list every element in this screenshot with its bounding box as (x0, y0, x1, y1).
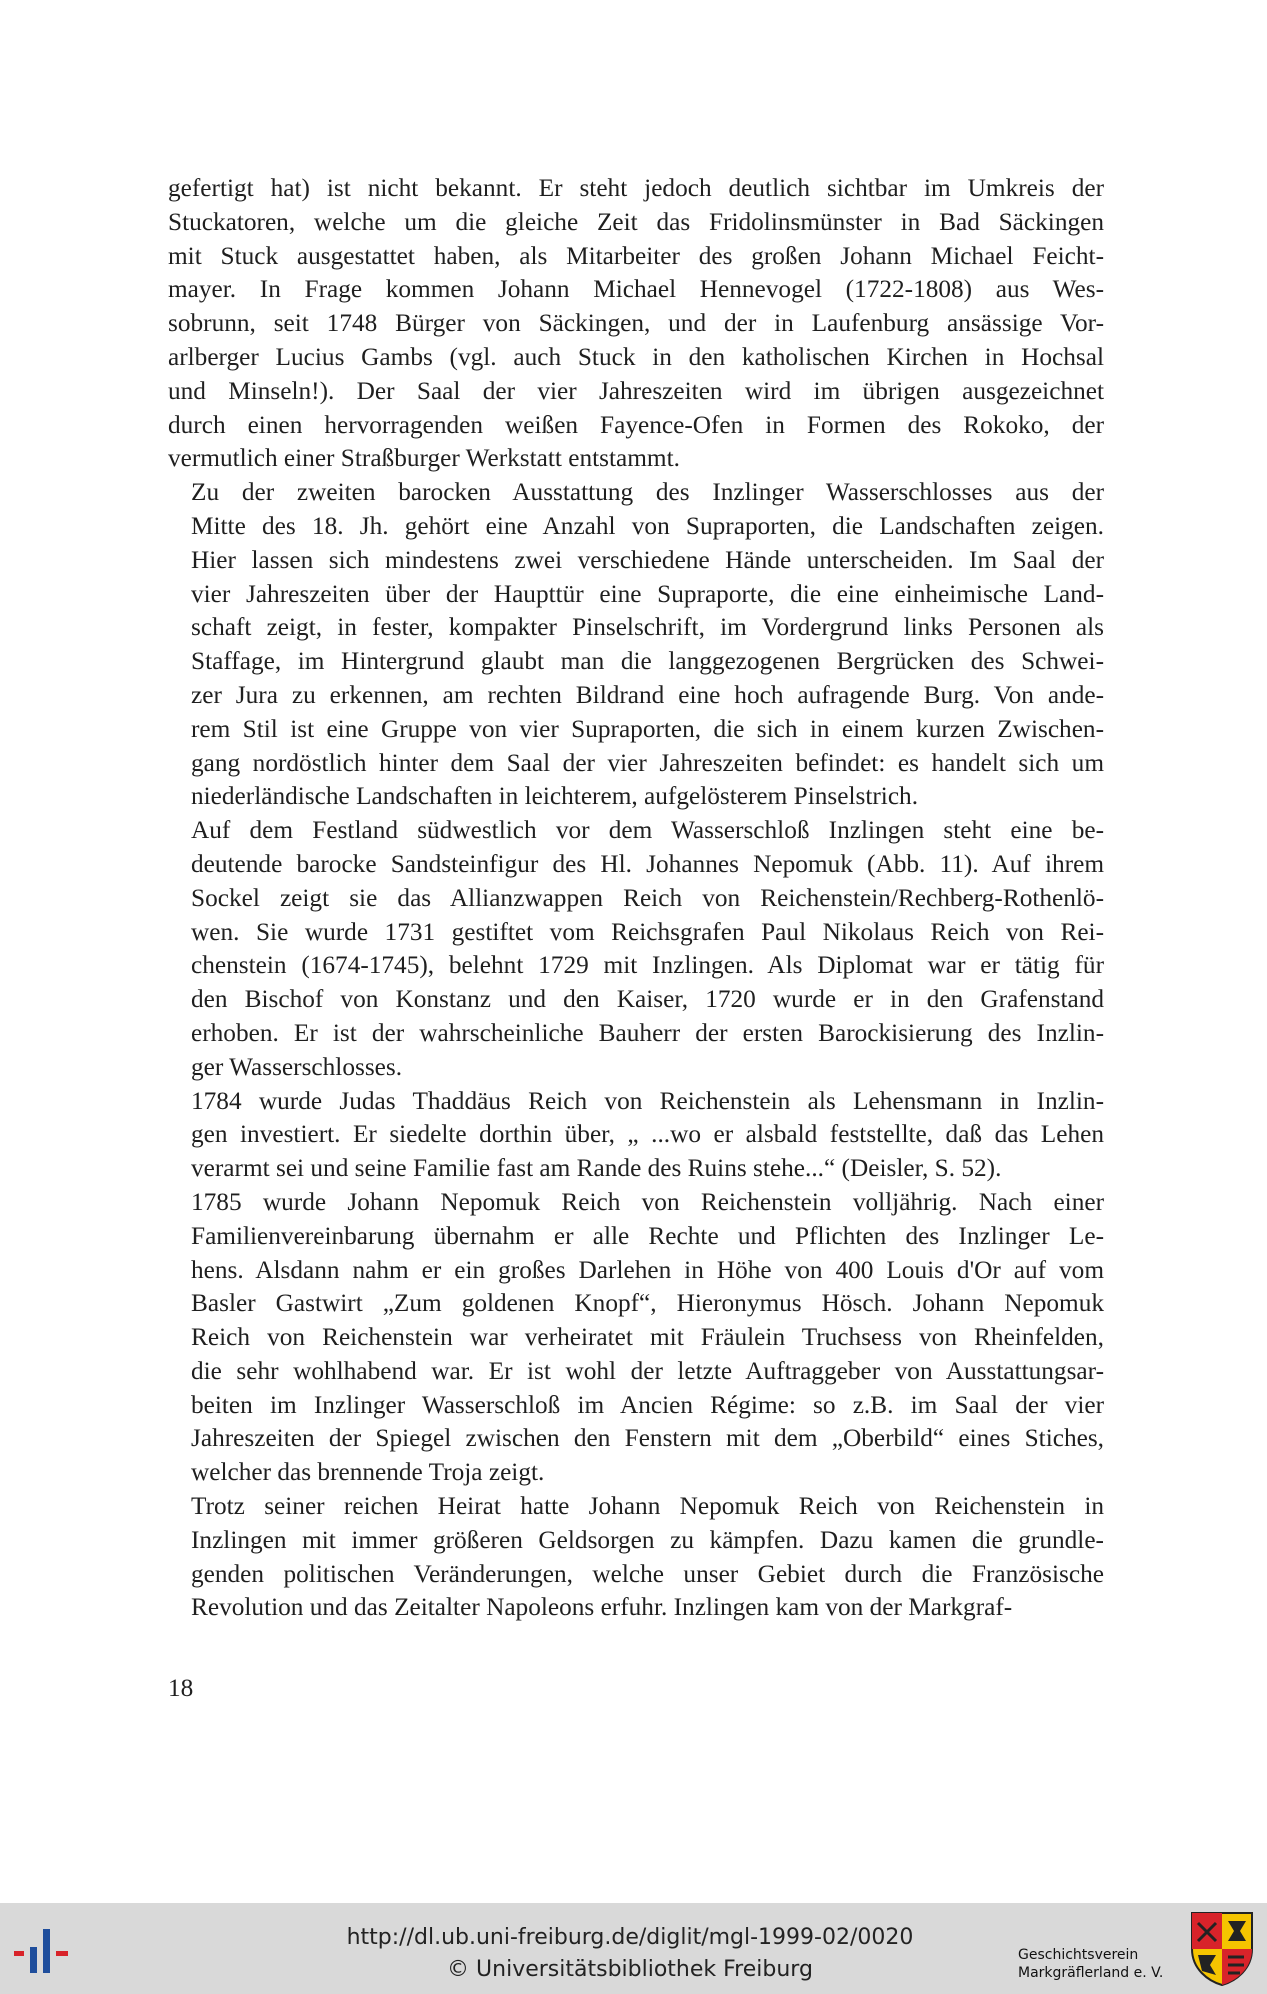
text-line: Basler Gastwirt „Zum goldenen Knopf“, Hieronymus Hösch. Johann Nepomuk (191, 1289, 1104, 1318)
text-line: 1785 wurde Johann Nepomuk Reich von Reichenstein volljährig. Nach einer (191, 1187, 1104, 1216)
text-line: Stuckatoren, welche um die gleiche Zeit das Fridolinsmünster in Bad Säckingen (168, 207, 1104, 236)
text-line: welcher das brennende Troja zeigt. (191, 1458, 545, 1487)
text-line: genden politischen Veränderungen, welche unser Gebiet durch die Französische (191, 1559, 1104, 1588)
text-line: Zu der zweiten barocken Ausstattung des Inzlinger Wasserschlosses aus der (191, 478, 1104, 507)
paragraph (168, 172, 1104, 476)
coat-of-arms-icon[interactable] (1190, 1911, 1254, 1987)
text-line: arlberger Lucius Gambs (vgl. auch Stuck in den katholischen Kirchen in Hochsal (168, 342, 1104, 371)
paragraph (168, 1085, 1104, 1186)
text-line: wen. Sie wurde 1731 gestiftet vom Reichsgrafen Paul Nikolaus Reich von Rei- (191, 917, 1104, 946)
text-line: Staffage, im Hintergrund glaubt man die langgezogenen Bergrücken des Schwei- (191, 647, 1104, 676)
text-line: gang nordöstlich hinter dem Saal der vier Jahreszeiten befindet: es handelt sich um (191, 748, 1104, 777)
body-text (168, 172, 1104, 1625)
text-line: sobrunn, seit 1748 Bürger von Säckingen, und der in Laufenburg ansässige Vor- (168, 309, 1104, 338)
text-line: Jahreszeiten der Spiegel zwischen den Fenstern mit dem „Oberbild“ eines Stiches, (191, 1424, 1104, 1453)
text-line: den Bischof von Konstanz und den Kaiser, 1720 wurde er in den Grafenstand (191, 985, 1104, 1014)
text-line: rem Stil ist eine Gruppe von vier Supraporten, die sich in einem kurzen Zwischen- (191, 714, 1104, 743)
society-name (1018, 1946, 1178, 1982)
text-line: gefertigt hat) ist nicht bekannt. Er steht jedoch deutlich sichtbar im Umkreis der (168, 174, 1104, 202)
text-line: ger Wasserschlosses. (191, 1052, 403, 1081)
footer-bar (0, 1903, 1267, 1994)
paragraph (168, 476, 1104, 814)
text-line: mayer. In Frage kommen Johann Michael Hennevogel (1722-1808) aus Wes- (168, 275, 1104, 304)
text-line: Reich von Reichenstein war verheiratet mit Fräulein Truchsess von Rheinfelden, (191, 1323, 1104, 1352)
text-line: Familienvereinbarung übernahm er alle Rechte und Pflichten des Inzlinger Le- (191, 1221, 1104, 1250)
text-line: chenstein (1674-1745), belehnt 1729 mit Inzlingen. Als Diplomat war er tätig für (191, 951, 1104, 980)
society-line-1: Geschichtsverein (1018, 1947, 1139, 1963)
text-line: Auf dem Festland südwestlich vor dem Wasserschloß Inzlingen steht eine be- (191, 816, 1104, 845)
text-line: 1784 wurde Judas Thaddäus Reich von Reichenstein als Lehensmann in Inzlin- (191, 1086, 1104, 1115)
text-line: deutende barocke Sandsteinfigur des Hl. Johannes Nepomuk (Abb. 11). Auf ihrem (191, 849, 1104, 878)
text-line: Revolution und das Zeitalter Napoleons erfuhr. Inzlingen kam von der Markgraf- (191, 1593, 1013, 1622)
text-line: erhoben. Er ist der wahrscheinliche Bauherr der ersten Barockisierung des Inzlin- (191, 1018, 1104, 1047)
text-line: verarmt sei und seine Familie fast am Rande des Ruins stehe...“ (Deisler, S. 52). (191, 1154, 1002, 1183)
text-line: Mitte des 18. Jh. gehört eine Anzahl von Supraporten, die Landschaften zeigen. (191, 511, 1104, 540)
source-url-link[interactable]: http://dl.ub.uni-freiburg.de/diglit/mgl-1999-02/0020 (346, 1925, 914, 1950)
text-line: zer Jura zu erkennen, am rechten Bildrand eine hoch aufragende Burg. Von ande- (191, 680, 1104, 709)
text-line: Hier lassen sich mindestens zwei verschiedene Hände unterscheiden. Im Saal der (191, 545, 1104, 574)
paragraph (168, 814, 1104, 1084)
ub-freiburg-logo-icon[interactable] (10, 1921, 80, 1979)
text-line: vermutlich einer Straßburger Werkstatt entstammt. (168, 444, 680, 473)
paragraph (168, 1490, 1104, 1625)
text-line: gen investiert. Er siedelte dorthin über, „ ...wo er alsbald feststellte, daß das Lehen (191, 1120, 1104, 1149)
society-line-2: Markgräflerland e. V. (1018, 1965, 1164, 1981)
page-number: 18 (168, 1674, 194, 1702)
text-line: niederländische Landschaften in leichterem, aufgelösterem Pinselstrich. (191, 782, 919, 811)
text-line: schaft zeigt, in fester, kompakter Pinselschrift, im Vordergrund links Personen als (191, 613, 1104, 642)
text-line: vier Jahreszeiten über der Haupttür eine Supraporte, die eine einheimische Land- (191, 579, 1104, 608)
text-line: hens. Alsdann nahm er ein großes Darlehen in Höhe von 400 Louis d'Or auf vom (191, 1255, 1104, 1284)
text-line: Trotz seiner reichen Heirat hatte Johann Nepomuk Reich von Reichenstein in (191, 1492, 1104, 1521)
text-line: Sockel zeigt sie das Allianzwappen Reich von Reichenstein/Rechberg-Rothenlö- (191, 883, 1104, 912)
copyright-text: © Universitätsbibliothek Freiburg (447, 1957, 813, 1982)
paragraph (168, 1186, 1104, 1490)
text-line: die sehr wohlhabend war. Er ist wohl der letzte Auftraggeber von Ausstattungsar- (191, 1356, 1104, 1385)
text-line: mit Stuck ausgestattet haben, als Mitarbeiter des großen Johann Michael Feicht- (168, 241, 1104, 270)
text-line: durch einen hervorragenden weißen Fayence-Ofen in Formen des Rokoko, der (168, 410, 1104, 439)
text-line: und Minseln!). Der Saal der vier Jahreszeiten wird im übrigen ausgezeichnet (168, 376, 1104, 405)
text-line: Inzlingen mit immer größeren Geldsorgen zu kämpfen. Dazu kamen die grundle- (191, 1525, 1104, 1554)
text-line: beiten im Inzlinger Wasserschloß im Ancien Régime: so z.B. im Saal der vier (191, 1390, 1104, 1419)
